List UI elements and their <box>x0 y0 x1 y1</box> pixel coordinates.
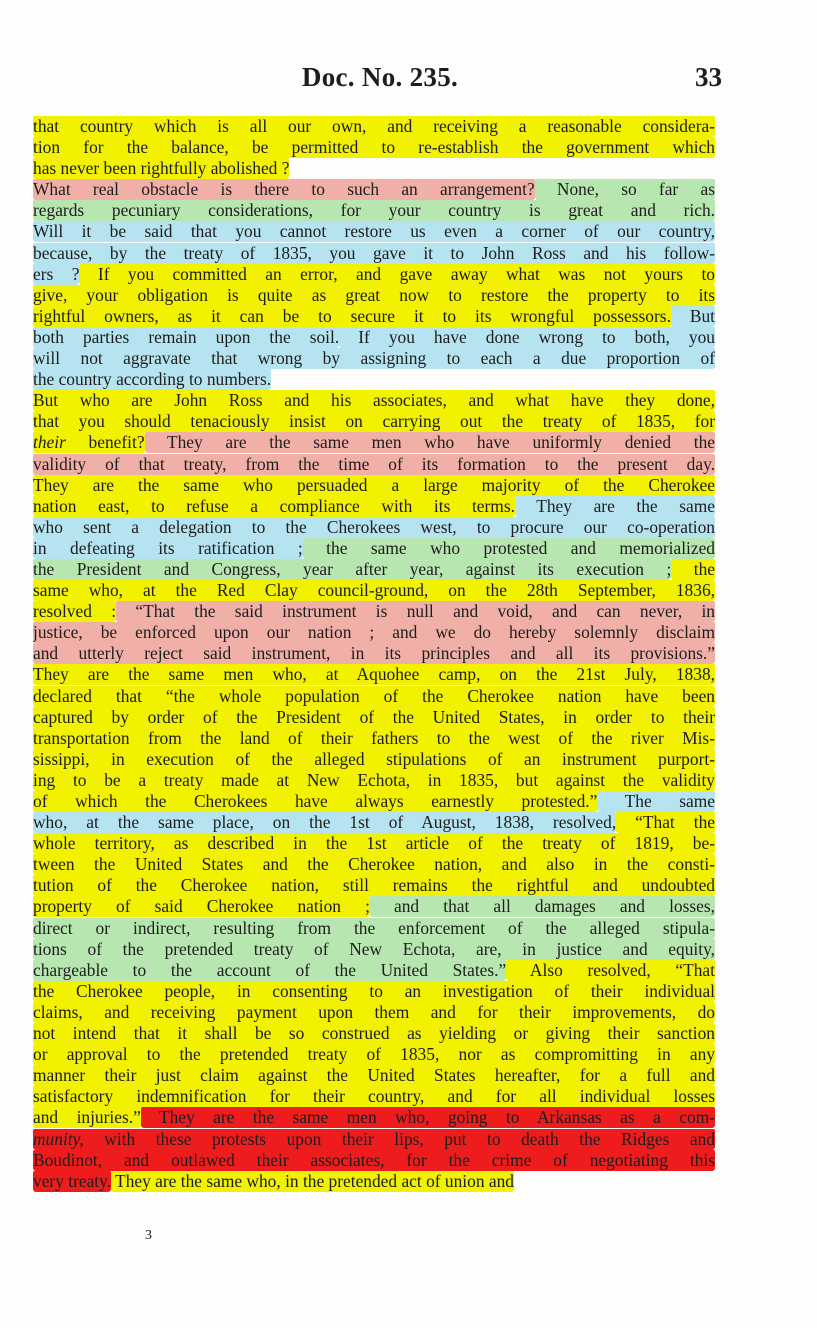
text-line <box>33 369 715 390</box>
highlight-segment: and that all damages and losses, <box>369 896 715 917</box>
text-line <box>33 854 715 875</box>
highlight-segment: “That the said instrument is null and void, and can never, in <box>116 601 715 622</box>
text-line <box>33 770 715 791</box>
highlight-segment: But <box>670 305 715 326</box>
text-line <box>33 875 715 896</box>
highlight-segment: the same who protested and memorialized <box>302 537 715 558</box>
highlight-segment: the Cherokee people, in consenting to an investigation of their individual <box>33 980 715 1001</box>
highlight-segment: tween the United States and the Cherokee nation, and also in the consti- <box>33 854 715 875</box>
highlight-segment: “That the <box>616 812 715 833</box>
highlight-segment: of which the Cherokees have always earnestly protested.” <box>33 791 598 811</box>
highlight-segment: who, at the same place, on the 1st of August, 1838, resolved, <box>33 812 617 833</box>
highlight-segment: the <box>671 558 715 579</box>
highlight-segment: in defeating its ratification ; <box>33 537 303 558</box>
text-line <box>33 137 715 158</box>
text-line <box>33 601 715 622</box>
highlight-segment: satisfactory indemnification for their country, and for all individual losses <box>33 1086 715 1107</box>
text-line <box>33 348 715 369</box>
text-line <box>33 1086 715 1107</box>
text-line <box>33 454 715 475</box>
text-line <box>33 1002 715 1023</box>
highlight-segment: Will it be said that you cannot restore us even a corner of our country, <box>33 221 715 242</box>
highlight-segment: because, by the treaty of 1835, you gave it to John Ross and his follow- <box>33 242 715 263</box>
text-line <box>33 643 715 664</box>
text-line <box>33 580 715 601</box>
text-line <box>33 833 715 854</box>
highlight-segment: They are the same men who, at Aquohee camp, on the 21st July, 1838, <box>33 664 715 685</box>
highlight-segment: They are the same men who, going to Arkansas as a com- <box>140 1107 715 1128</box>
highlight-segment: The same <box>597 791 715 811</box>
text-line <box>33 432 715 453</box>
text-line <box>33 243 715 264</box>
highlight-segment: claims, and receiving payment upon them and for their improvements, do <box>33 1001 715 1022</box>
text-line <box>33 686 715 707</box>
text-line <box>33 517 715 538</box>
highlight-segment: has never been rightfully abolished ? <box>33 158 290 179</box>
text-line <box>33 1171 715 1192</box>
text-line <box>33 496 715 517</box>
highlight-segment: tion for the balance, be permitted to re-establish the government which <box>33 137 715 158</box>
text-line <box>33 264 715 285</box>
highlight-segment: ing to be a treaty made at New Echota, in 1835, but against the validity <box>33 769 715 790</box>
highlight-segment: who sent a delegation to the Cherokees west, to procure our co-operation <box>33 516 715 537</box>
highlight-segment: regards pecuniary considerations, for your country is great and rich. <box>33 200 715 221</box>
highlight-segment: that you should tenaciously insist on carrying out the treaty of 1835, for <box>33 411 715 432</box>
highlight-segment: Also resolved, “That <box>506 959 715 980</box>
highlight-segment: declared that “the whole population of the Cherokee nation have been <box>33 685 715 706</box>
highlight-segment: will not aggravate that wrong by assigning to each a due proportion of <box>33 348 715 369</box>
text-line <box>33 749 715 770</box>
highlight-segment: But who are John Ross and his associates, and what have they done, <box>33 390 715 411</box>
text-line <box>33 559 715 580</box>
highlight-segment: captured by order of the President of the United States, in order to their <box>33 706 715 727</box>
highlight-segment: very treaty. <box>33 1170 112 1191</box>
signature-mark: 3 <box>145 1228 152 1243</box>
text-line <box>33 896 715 917</box>
highlight-segment: and utterly reject said instrument, in its principles and all its provisions.” <box>33 643 715 664</box>
text-line <box>33 939 715 960</box>
text-line <box>33 1023 715 1044</box>
text-line <box>33 538 715 559</box>
text-line <box>33 707 715 728</box>
highlight-segment: nation east, to refuse a compliance with its terms. <box>33 495 515 516</box>
highlight-segment: What real obstacle is there to such an arrangement? <box>33 179 535 200</box>
text-line <box>33 981 715 1002</box>
text-line <box>33 285 715 306</box>
text-line <box>33 116 715 137</box>
text-line <box>33 327 715 348</box>
text-line <box>33 1044 715 1065</box>
highlight-segment: tions of the pretended treaty of New Echota, are, in justice and equity, <box>33 938 715 959</box>
highlight-segment: justice, be enforced upon our nation ; and we do hereby solemnly disclaim <box>33 622 715 643</box>
highlight-segment: munity, with these protests upon their lips, put to death the Ridges and <box>33 1128 715 1149</box>
body-text <box>33 116 715 1192</box>
highlight-segment: both parties remain upon the soil. <box>33 326 340 347</box>
highlight-segment: rightful owners, as it can be to secure it to its wrongful possessors. <box>33 305 671 326</box>
text-line <box>33 390 715 411</box>
text-line <box>33 728 715 749</box>
highlight-segment: direct or indirect, resulting from the enforcement of the alleged stipula- <box>33 917 715 938</box>
text-line <box>33 664 715 685</box>
highlight-segment: None, so far as <box>534 179 715 200</box>
highlight-segment: or approval to the pretended treaty of 1835, nor as compromitting in any <box>33 1044 715 1065</box>
highlight-segment: They are the same <box>514 495 715 516</box>
text-line <box>33 622 715 643</box>
text-line <box>33 306 715 327</box>
text-line <box>33 1107 715 1128</box>
highlight-segment: resolved : <box>33 601 117 622</box>
highlight-segment: property of said Cherokee nation ; <box>33 896 370 917</box>
highlight-segment: ers ? <box>33 263 80 284</box>
text-line <box>33 1150 715 1171</box>
highlight-segment: They are the same who, in the pretended act of union and <box>111 1170 514 1191</box>
highlight-segment: If you have done wrong to both, you <box>339 326 715 347</box>
highlight-segment: give, your obligation is quite as great now to restore the property to its <box>33 284 715 305</box>
highlight-segment: same who, at the Red Clay council-ground, on the 28th September, 1836, <box>33 580 715 601</box>
text-line <box>33 918 715 939</box>
highlight-segment: that country which is all our own, and receiving a reasonable considera- <box>33 116 715 136</box>
text-line <box>33 179 715 200</box>
highlight-segment: the President and Congress, year after year, against its execution ; <box>33 558 672 579</box>
page-number: 33 <box>695 62 722 92</box>
highlight-segment: validity of that treaty, from the time of its formation to the present day. <box>33 453 715 474</box>
highlight-segment: They are the same who persuaded a large majority of the Cherokee <box>33 474 715 495</box>
text-line <box>33 812 715 833</box>
highlight-segment: whole territory, as described in the 1st article of the treaty of 1819, be- <box>33 833 715 854</box>
highlight-segment: sissippi, in execution of the alleged stipulations of an instrument purport- <box>33 748 715 769</box>
highlight-segment: their benefit? <box>33 432 145 453</box>
text-line <box>33 791 715 812</box>
highlight-segment: chargeable to the account of the United States.” <box>33 959 507 980</box>
highlight-segment: and injuries.” <box>33 1107 141 1128</box>
highlight-segment: not intend that it shall be so construed as yielding or giving their sanction <box>33 1023 715 1044</box>
page-header <box>0 62 817 96</box>
text-line <box>33 1129 715 1150</box>
document-title: Doc. No. 235. <box>301 62 459 92</box>
highlight-segment: Boudinot, and outlawed their associates, for the crime of negotiating this <box>33 1149 715 1170</box>
text-line <box>33 1065 715 1086</box>
text-line <box>33 200 715 221</box>
highlight-segment: They are the same men who have uniformly denied the <box>144 432 715 453</box>
text-line <box>33 475 715 496</box>
text-line <box>33 411 715 432</box>
text-line <box>33 960 715 981</box>
highlight-segment: the country according to numbers. <box>33 369 272 390</box>
text-line <box>33 221 715 242</box>
highlight-segment: tution of the Cherokee nation, still remains the rightful and undoubted <box>33 875 715 896</box>
highlight-segment: manner their just claim against the United States hereafter, for a full and <box>33 1065 715 1086</box>
highlight-segment: transportation from the land of their fathers to the west of the river Mis- <box>33 727 715 748</box>
text-line <box>33 158 715 179</box>
highlight-segment: If you committed an error, and gave away what was not yours to <box>79 263 715 284</box>
